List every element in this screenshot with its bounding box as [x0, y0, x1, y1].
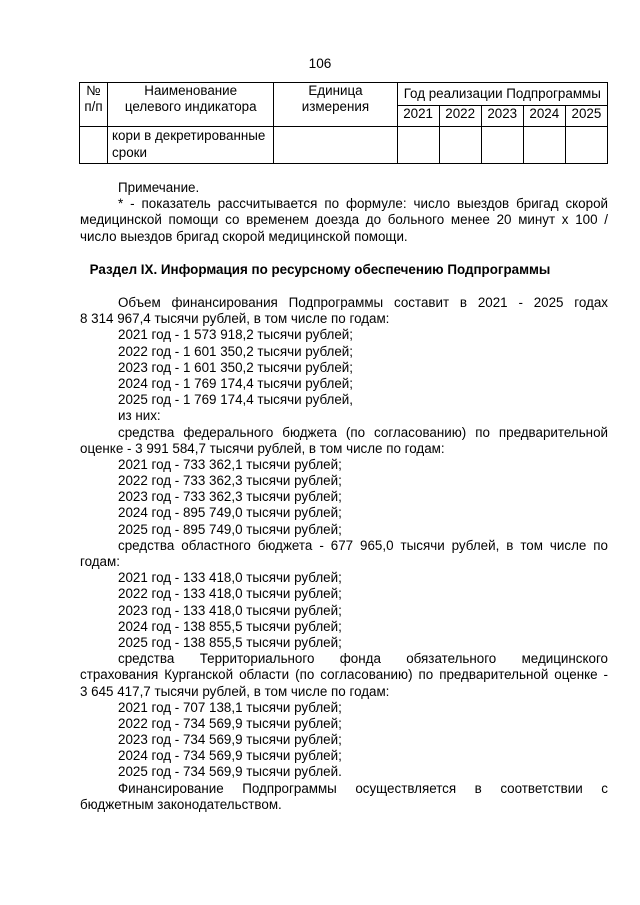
- cell-2024: [523, 127, 565, 164]
- page-number: 106: [308, 56, 332, 71]
- section-line: 2025 год - 895 749,0 тысячи рублей;: [118, 521, 342, 537]
- section-line: из них:: [118, 408, 161, 424]
- note-title: Примечание.: [118, 180, 200, 195]
- section-line: 2022 год - 133 418,0 тысячи рублей;: [118, 586, 342, 602]
- cell-num: [80, 127, 108, 164]
- section-line: 2021 год - 733 362,1 тысячи рублей;: [118, 456, 342, 472]
- section-line: 2021 год - 1 573 918,2 тысячи рублей;: [118, 327, 353, 343]
- note-line: медицинской помощи со временем доезда до больного менее 20 минут х 100 /: [80, 212, 608, 228]
- section-line: 2024 год - 138 855,5 тысячи рублей;: [118, 618, 342, 634]
- cell-2022: [439, 127, 481, 164]
- section-line: 2023 год - 734 569,9 тысячи рублей;: [118, 732, 342, 748]
- section-line: оценке - 3 991 584,7 тысячи рублей, в том числе по годам:: [80, 440, 445, 456]
- section-line: 2024 год - 1 769 174,4 тысячи рублей;: [118, 375, 353, 391]
- note-line: число выездов бригад скорой медицинской помощи.: [80, 228, 408, 244]
- header-indicator-name: Наименование целевого индикатора: [108, 83, 274, 127]
- section-line: 2023 год - 133 418,0 тысячи рублей;: [118, 602, 342, 618]
- header-year-2025: 2025: [565, 106, 607, 127]
- indicator-table: [79, 82, 608, 164]
- section-title: Раздел IX. Информация по ресурсному обеспечению Подпрограммы: [89, 262, 551, 277]
- header-num: № п/п: [80, 83, 108, 127]
- section-line: 2023 год - 733 362,3 тысячи рублей;: [118, 489, 342, 505]
- section-line: 3 645 417,7 тысячи рублей, в том числе по годам:: [80, 683, 390, 699]
- header-unit: Единица измерения: [274, 83, 397, 127]
- section-line: бюджетным законодательством.: [80, 796, 282, 812]
- section-line: 2024 год - 734 569,9 тысячи рублей;: [118, 748, 342, 764]
- section-line: 2024 год - 895 749,0 тысячи рублей;: [118, 505, 342, 521]
- section-body: [80, 295, 608, 813]
- section-line: 2021 год - 707 138,1 тысячи рублей;: [118, 699, 342, 715]
- section-line: средства Территориального фонда обязательного медицинского: [118, 651, 608, 667]
- section-line: Финансирование Подпрограммы осуществляется в соответствии с: [118, 780, 608, 796]
- header-year-2021: 2021: [397, 106, 439, 127]
- section-line: годам:: [80, 554, 120, 569]
- table-row: [80, 127, 608, 164]
- header-year-2024: 2024: [523, 106, 565, 127]
- section-line: 2022 год - 733 362,3 тысячи рублей;: [118, 473, 342, 489]
- header-year-2022: 2022: [439, 106, 481, 127]
- note-block: [80, 180, 608, 245]
- cell-indicator-name: кори в декретированные сроки: [108, 127, 274, 164]
- section-line: 2025 год - 1 769 174,4 тысячи рублей,: [118, 392, 353, 408]
- section-line: страхования Курганской области (по согласованию) по предварительной оценке -: [80, 667, 608, 683]
- cell-2025: [565, 127, 607, 164]
- section-line: 2022 год - 1 601 350,2 тысячи рублей;: [118, 343, 353, 359]
- header-implementation-year: Год реализации Подпрограммы: [397, 83, 607, 106]
- section-line: 2022 год - 734 569,9 тысячи рублей;: [118, 715, 342, 731]
- note-line: * - показатель рассчитывается по формуле: число выездов бригад скорой: [118, 196, 608, 212]
- section-line: 8 314 967,4 тысячи рублей, в том числе по годам:: [80, 311, 390, 327]
- cell-2023: [481, 127, 523, 164]
- section-line: 2025 год - 734 569,9 тысячи рублей.: [118, 764, 342, 780]
- section-line: 2025 год - 138 855,5 тысячи рублей;: [118, 634, 342, 650]
- section-line: средства областного бюджета - 677 965,0 тысячи рублей, в том числе по: [118, 537, 608, 553]
- section-line: 2023 год - 1 601 350,2 тысячи рублей;: [118, 359, 353, 375]
- section-line: 2021 год - 133 418,0 тысячи рублей;: [118, 570, 342, 586]
- section-line: средства федерального бюджета (по согласованию) по предварительной: [118, 424, 608, 440]
- cell-unit: [274, 127, 397, 164]
- header-year-2023: 2023: [481, 106, 523, 127]
- cell-2021: [397, 127, 439, 164]
- section-line: Объем финансирования Подпрограммы составит в 2021 - 2025 годах: [118, 295, 608, 310]
